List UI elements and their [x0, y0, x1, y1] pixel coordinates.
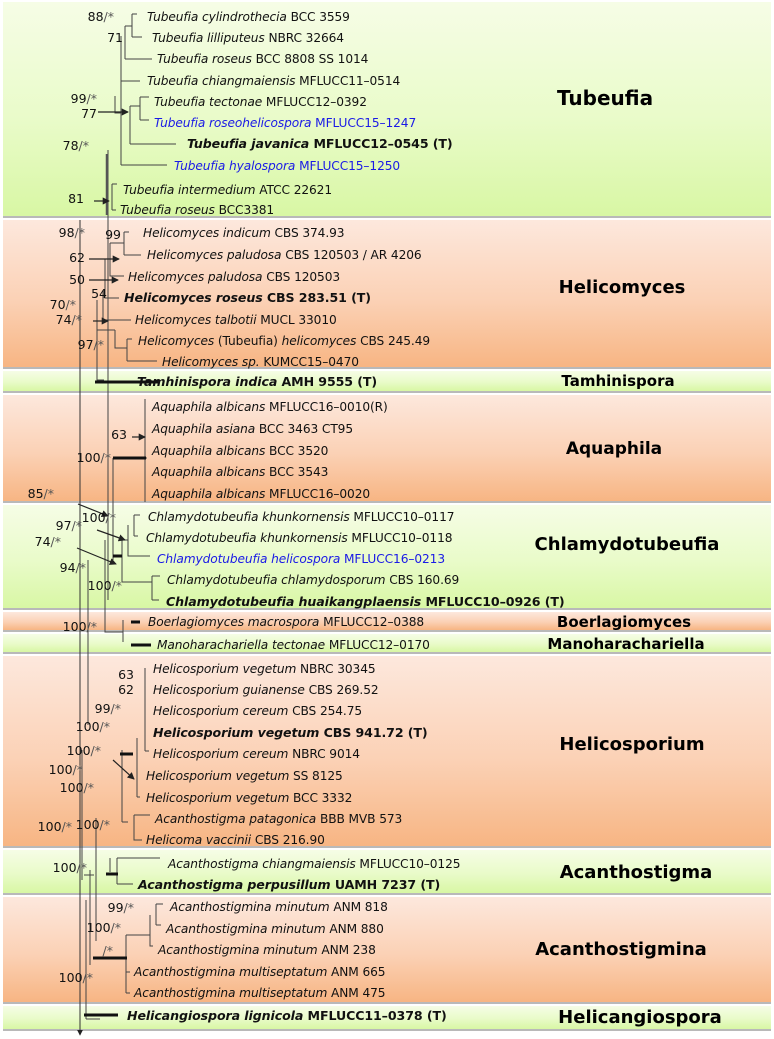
strain-code: ANM 880	[325, 922, 384, 936]
species-name: Helicomyces paludosa	[128, 270, 263, 284]
support-value: 100/*	[86, 920, 121, 935]
taxon-label	[157, 638, 430, 652]
support-value: 97/*	[77, 337, 104, 352]
species-name: Tubeufia tectonae	[154, 95, 263, 109]
strain-code: CBS 120503	[262, 270, 341, 284]
clade-label: Helicosporium	[559, 733, 705, 755]
taxon-label	[138, 878, 440, 892]
strain-code: BCC 3332	[289, 791, 353, 805]
clade-label: Manoharachariella	[547, 634, 705, 653]
taxon-label	[166, 922, 384, 936]
strain-code: ANM 238	[317, 943, 376, 957]
support-value: 100/*	[81, 510, 116, 525]
species-name: Tubeufia cylindrothecia	[147, 10, 287, 24]
strain-code: MFLUCC12–0170	[325, 638, 430, 652]
species-name: Tamhinispora indica	[137, 374, 278, 389]
taxon-label	[154, 95, 367, 109]
taxon-label	[123, 183, 332, 197]
strain-code: MFLUCC11–0514	[295, 74, 401, 88]
taxon-label	[128, 270, 340, 284]
species-name: Helicosporium cereum	[153, 747, 289, 761]
taxon-label	[134, 986, 385, 1000]
strain-code: MFLUCC10–0926 (T)	[421, 594, 565, 609]
taxon-label	[152, 400, 388, 414]
taxon-label	[157, 52, 368, 66]
strain-code: BCC 3463 CT95	[255, 422, 353, 436]
taxon-label	[167, 573, 459, 587]
species-name: Aquaphila albicans	[152, 487, 266, 501]
species-name: Helicosporium vegetum	[146, 791, 290, 805]
taxon-label	[137, 375, 377, 389]
strain-code: MFLUCC15–1247	[311, 116, 417, 130]
support-value: 74/*	[34, 534, 61, 549]
strain-code: CBS 283.51 (T)	[262, 290, 371, 305]
taxon-label	[158, 943, 376, 957]
taxon-label	[155, 812, 402, 826]
support-value: 70/*	[49, 297, 76, 312]
species-name: Acanthostigmina multiseptatum	[134, 986, 328, 1000]
species-name: Helicosporium guianense	[153, 683, 305, 697]
taxon-label	[127, 1009, 447, 1023]
taxon-label	[153, 662, 376, 676]
strain-code: ATCC 22621	[255, 183, 332, 197]
clade-label: Tubeufia	[556, 85, 654, 110]
species-name: Helicomyces talbotii	[135, 313, 257, 327]
support-value: 99/*	[70, 91, 97, 106]
species-name: Helicosporium cereum	[153, 704, 289, 718]
clade-label: Helicomyces	[558, 276, 686, 298]
support-value: 88/*	[87, 9, 114, 24]
strain-code: NBRC 30345	[296, 662, 376, 676]
species-name: Helicosporium vegetum	[153, 725, 320, 740]
support-value: 78/*	[62, 138, 89, 153]
taxon-label	[157, 552, 445, 566]
species-name: Helicosporium vegetum	[153, 662, 297, 676]
support-value: 50	[69, 272, 85, 287]
support-value: 100/*	[37, 819, 72, 834]
strain-code: CBS 160.69	[385, 573, 460, 587]
support-value: 71	[107, 30, 123, 45]
species-name: Manoharachariella tectonae	[157, 638, 326, 652]
taxon-label	[146, 791, 352, 805]
species-name: Acanthostigmina minutum	[158, 943, 318, 957]
species-name: Acanthostigmina minutum	[166, 922, 326, 936]
support-value: 62	[69, 250, 85, 265]
support-value: 100/*	[76, 450, 111, 465]
taxon-label	[146, 531, 452, 545]
species-name: Chlamydotubeufia huaikangplaensis	[166, 594, 422, 609]
support-value: 100/*	[48, 762, 83, 777]
taxon-label	[124, 291, 371, 305]
taxon-label	[148, 510, 454, 524]
taxon-label	[153, 704, 362, 718]
strain-code: ANM 818	[329, 900, 388, 914]
taxon-label	[152, 487, 370, 501]
strain-code: BCC 3543	[265, 465, 329, 479]
species-name: Chlamydotubeufia helicospora	[157, 552, 341, 566]
taxon-label	[143, 226, 344, 240]
species-name: Boerlagiomyces macrospora	[148, 615, 320, 629]
taxon-label	[153, 683, 379, 697]
support-value: 100/*	[62, 619, 97, 634]
strain-code: CBS 216.90	[251, 833, 325, 847]
taxon-label	[134, 965, 385, 979]
taxon-label	[138, 334, 430, 348]
strain-code: CBS 245.49	[356, 334, 430, 348]
taxon-label	[166, 595, 565, 609]
taxon-label	[170, 900, 388, 914]
species-name: Chlamydotubeufia khunkornensis	[146, 531, 348, 545]
species-name: Tubeufia roseohelicospora	[154, 116, 312, 130]
strain-code: MUCL 33010	[256, 313, 337, 327]
strain-code: BCC3381	[214, 203, 275, 217]
species-name: Helicomyces paludosa	[147, 248, 282, 262]
strain-code: CBS 120503 / AR 4206	[281, 248, 422, 262]
species-name: Acanthostigmina minutum	[170, 900, 330, 914]
species-name: Acanthostigma chiangmaiensis	[168, 857, 356, 871]
taxon-label	[147, 248, 422, 262]
support-value: 97/*	[55, 518, 82, 533]
strain-code: NBRC 9014	[288, 747, 360, 761]
support-value: 62	[118, 682, 134, 697]
support-value: 63	[111, 427, 127, 442]
strain-code: MFLUCC10–0118	[347, 531, 453, 545]
support-value: 99/*	[107, 900, 134, 915]
clade-label: Acanthostigma	[559, 861, 713, 883]
clade-label: Tamhinispora	[561, 371, 675, 390]
species-name: Helicangiospora lignicola	[127, 1008, 304, 1023]
taxon-label	[146, 769, 343, 783]
support-value: 100/*	[58, 970, 93, 985]
strain-code: MFLUCC11–0378 (T)	[303, 1008, 447, 1023]
taxon-label	[152, 31, 344, 45]
strain-code: ANM 475	[327, 986, 386, 1000]
strain-code: SS 8125	[289, 769, 343, 783]
species-name: Tubeufia roseus	[157, 52, 252, 66]
species-name: Tubeufia lilliputeus	[152, 31, 265, 45]
strain-code: BCC 3520	[265, 444, 329, 458]
taxon-label	[147, 74, 400, 88]
strain-code: ANM 665	[327, 965, 386, 979]
clade-label: Acanthostigmina	[535, 938, 707, 960]
taxon-label	[153, 726, 428, 740]
strain-code: MFLUCC16–0010(R)	[265, 400, 388, 414]
taxon-label	[153, 747, 360, 761]
species-name: Helicomyces indicum	[143, 226, 271, 240]
species-name: Tubeufia javanica	[187, 136, 310, 151]
species-name: Acanthostigma perpusillum	[138, 877, 331, 892]
support-value: 100/*	[59, 780, 94, 795]
strain-code: MFLUCC15–1250	[295, 159, 401, 173]
support-value: 100/*	[75, 817, 110, 832]
strain-code: MFLUCC12–0388	[319, 615, 425, 629]
support-value: 99/*	[94, 701, 121, 716]
species-name: Helicomyces sp.	[162, 355, 260, 369]
species-name: Helicoma vaccinii	[146, 833, 252, 847]
support-value: 94/*	[59, 560, 86, 575]
support-value: 77	[81, 106, 97, 121]
species-name: Tubeufia intermedium	[123, 183, 256, 197]
taxon-label	[148, 615, 424, 629]
species-name: Chlamydotubeufia khunkornensis	[148, 510, 350, 524]
taxon-label	[146, 833, 325, 847]
support-value: 98/*	[58, 225, 85, 240]
support-value: /*	[102, 943, 113, 958]
strain-code: BBB MVB 573	[316, 812, 403, 826]
support-value: 100/*	[66, 743, 101, 758]
strain-code: AMH 9555 (T)	[277, 374, 378, 389]
species-name: Aquaphila asiana	[152, 422, 256, 436]
species-name: Aquaphila albicans	[152, 444, 266, 458]
taxon-label	[152, 422, 353, 436]
species-name: Acanthostigma patagonica	[155, 812, 317, 826]
taxon-label	[147, 10, 350, 24]
species-name: Helicomyces (Tubeufia) helicomyces	[138, 334, 357, 348]
support-value: 74/*	[55, 312, 82, 327]
strain-code: MFLUCC12–0392	[262, 95, 367, 109]
support-value: 54	[91, 286, 107, 301]
taxon-label	[187, 137, 453, 151]
strain-code: UAMH 7237 (T)	[330, 877, 441, 892]
species-name: Chlamydotubeufia chlamydosporum	[167, 573, 386, 587]
species-name: Tubeufia hyalospora	[174, 159, 296, 173]
taxon-label	[168, 857, 460, 871]
support-value: 99	[105, 227, 121, 242]
clade-label: Aquaphila	[565, 439, 663, 460]
clade-label: Helicangiospora	[558, 1006, 722, 1028]
taxon-label	[135, 313, 337, 327]
strain-code: CBS 941.72 (T)	[319, 725, 428, 740]
strain-code: MFLUCC16–0020	[265, 487, 371, 501]
taxon-label	[152, 444, 328, 458]
strain-code: MFLUCC10–0117	[349, 510, 455, 524]
taxon-label	[154, 116, 416, 130]
support-value: 100/*	[87, 578, 122, 593]
species-name: Tubeufia roseus	[120, 203, 215, 217]
species-name: Helicomyces roseus	[124, 290, 263, 305]
support-value: 100/*	[75, 719, 110, 734]
strain-code: CBS 254.75	[288, 704, 362, 718]
support-value: 100/*	[52, 860, 87, 875]
support-value: 85/*	[27, 486, 54, 501]
clade-label: Chlamydotubeufia	[534, 533, 720, 555]
species-name: Acanthostigmina multiseptatum	[134, 965, 328, 979]
strain-code: CBS 269.52	[304, 683, 379, 697]
strain-code: MFLUCC12–0545 (T)	[309, 136, 453, 151]
taxon-label	[120, 203, 274, 217]
support-value: 63	[118, 667, 134, 682]
strain-code: BCC 3559	[286, 10, 350, 24]
taxon-label	[152, 465, 328, 479]
species-name: Tubeufia chiangmaiensis	[147, 74, 296, 88]
taxon-label	[162, 355, 359, 369]
species-name: Aquaphila albicans	[152, 400, 266, 414]
species-name: Aquaphila albicans	[152, 465, 266, 479]
strain-code: MFLUCC16–0213	[340, 552, 445, 566]
strain-code: KUMCC15–0470	[259, 355, 359, 369]
strain-code: BCC 8808 SS 1014	[251, 52, 369, 66]
support-value: 81	[68, 191, 84, 206]
taxon-label	[174, 159, 400, 173]
strain-code: MFLUCC10–0125	[355, 857, 461, 871]
strain-code: NBRC 32664	[264, 31, 344, 45]
clade-label: Boerlagiomyces	[556, 612, 692, 631]
strain-code: CBS 374.93	[270, 226, 345, 240]
species-name: Helicosporium vegetum	[146, 769, 290, 783]
